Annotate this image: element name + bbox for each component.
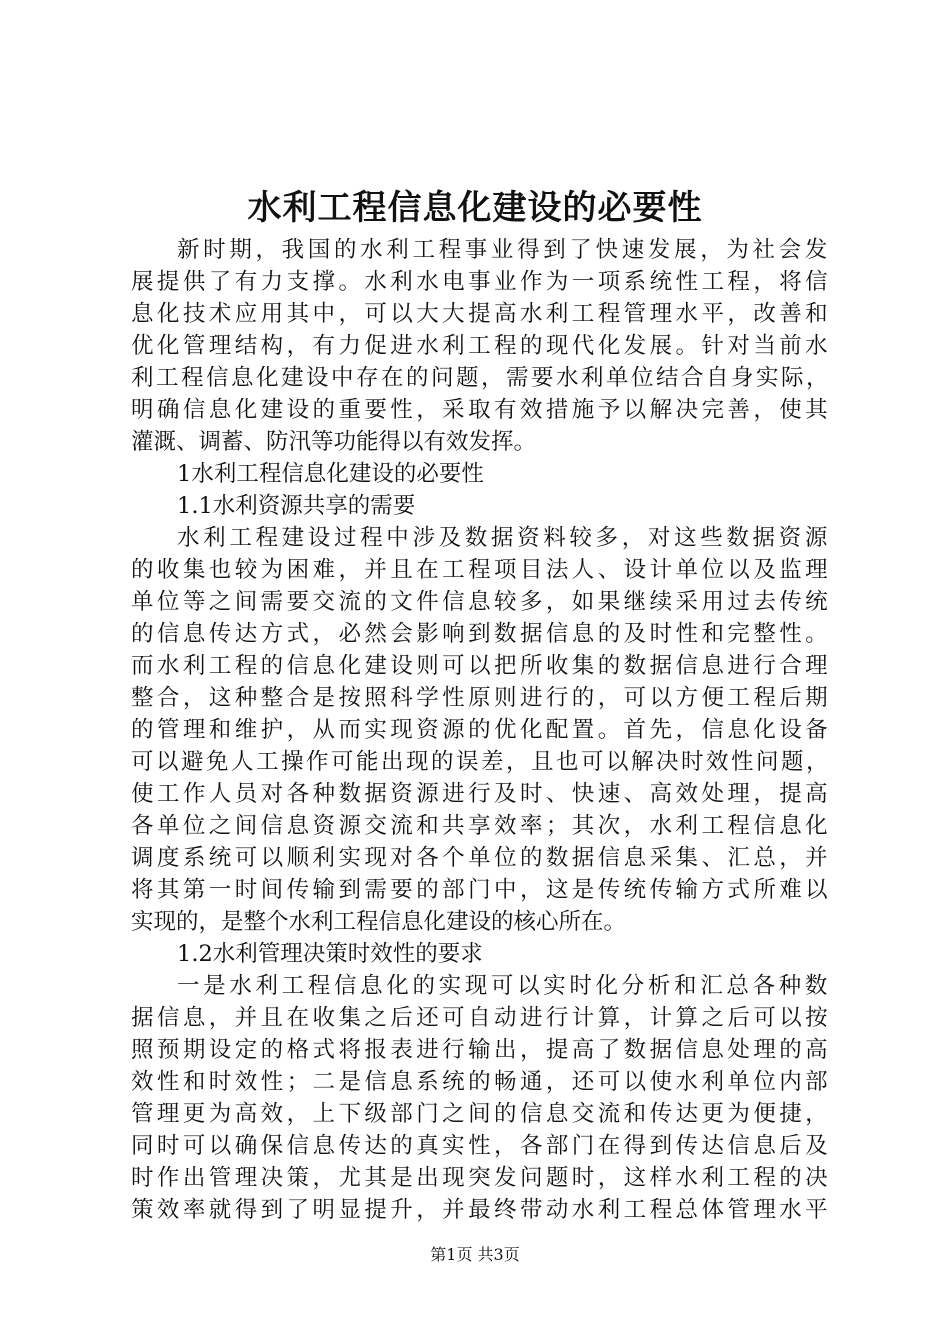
text-line: 效性和时效性；二是信息系统的畅通，还可以使水利单位内部 <box>131 1069 832 1095</box>
text-line: 管理更为高效，上下级部门之间的信息交流和传达更为便捷， <box>131 1101 832 1127</box>
text-line: 明确信息化建设的重要性，采取有效措施予以解决完善，使其 <box>131 397 832 423</box>
text-line: 可以避免人工操作可能出现的误差，且也可以解决时效性问题， <box>131 749 832 775</box>
text-line: 优化管理结构，有力促进水利工程的现代化发展。针对当前水 <box>131 333 832 359</box>
document-body <box>131 234 831 1226</box>
text-line: 各单位之间信息资源交流和共享效率；其次，水利工程信息化 <box>131 813 832 839</box>
text-line: 息化技术应用其中，可以大大提高水利工程管理水平，改善和 <box>131 301 832 327</box>
text-line: 新时期，我国的水利工程事业得到了快速发展，为社会发 <box>177 237 832 263</box>
text-line: 水利工程建设过程中涉及数据资料较多，对这些数据资源 <box>177 525 832 551</box>
text-line: 整合，这种整合是按照科学性原则进行的，可以方便工程后期 <box>131 685 832 711</box>
document-title: 水利工程信息化建设的必要性 <box>247 188 703 228</box>
text-line: 利工程信息化建设中存在的问题，需要水利单位结合自身实际， <box>131 365 832 391</box>
text-line: 的收集也较为困难，并且在工程项目法人、设计单位以及监理 <box>131 557 832 583</box>
text-line: 单位等之间需要交流的文件信息较多，如果继续采用过去传统 <box>131 589 832 615</box>
text-line: 一是水利工程信息化的实现可以实时化分析和汇总各种数 <box>177 973 832 999</box>
text-line: 1.2水利管理决策时效性的要求 <box>177 941 483 967</box>
text-line: 调度系统可以顺利实现对各个单位的数据信息采集、汇总，并 <box>131 845 832 871</box>
text-line: 时作出管理决策，尤其是出现突发问题时，这样水利工程的决 <box>131 1165 832 1191</box>
text-line: 实现的，是整个水利工程信息化建设的核心所在。 <box>131 909 627 935</box>
text-line: 的信息传达方式，必然会影响到数据信息的及时性和完整性。 <box>131 621 832 647</box>
text-line: 据信息，并且在收集之后还可自动进行计算，计算之后可以按 <box>131 1005 832 1031</box>
text-line: 展提供了有力支撑。水利水电事业作为一项系统性工程，将信 <box>131 269 832 295</box>
page-footer: 第1页 共3页 <box>430 1245 520 1264</box>
text-line: 将其第一时间传输到需要的部门中，这是传统传输方式所难以 <box>131 877 832 903</box>
text-line: 1.1水利资源共享的需要 <box>177 493 416 519</box>
text-line: 同时可以确保信息传达的真实性，各部门在得到传达信息后及 <box>131 1133 832 1159</box>
text-line: 1水利工程信息化建设的必要性 <box>177 461 484 487</box>
text-line: 使工作人员对各种数据资源进行及时、快速、高效处理，提高 <box>131 781 832 807</box>
text-line: 照预期设定的格式将报表进行输出，提高了数据信息处理的高 <box>131 1037 832 1063</box>
text-line: 而水利工程的信息化建设则可以把所收集的数据信息进行合理 <box>131 653 832 679</box>
text-line: 灌溉、调蓄、防汛等功能得以有效发挥。 <box>131 429 537 455</box>
text-line: 的管理和维护，从而实现资源的优化配置。首先，信息化设备 <box>131 717 832 743</box>
text-line: 策效率就得到了明显提升，并最终带动水利工程总体管理水平 <box>131 1197 832 1223</box>
